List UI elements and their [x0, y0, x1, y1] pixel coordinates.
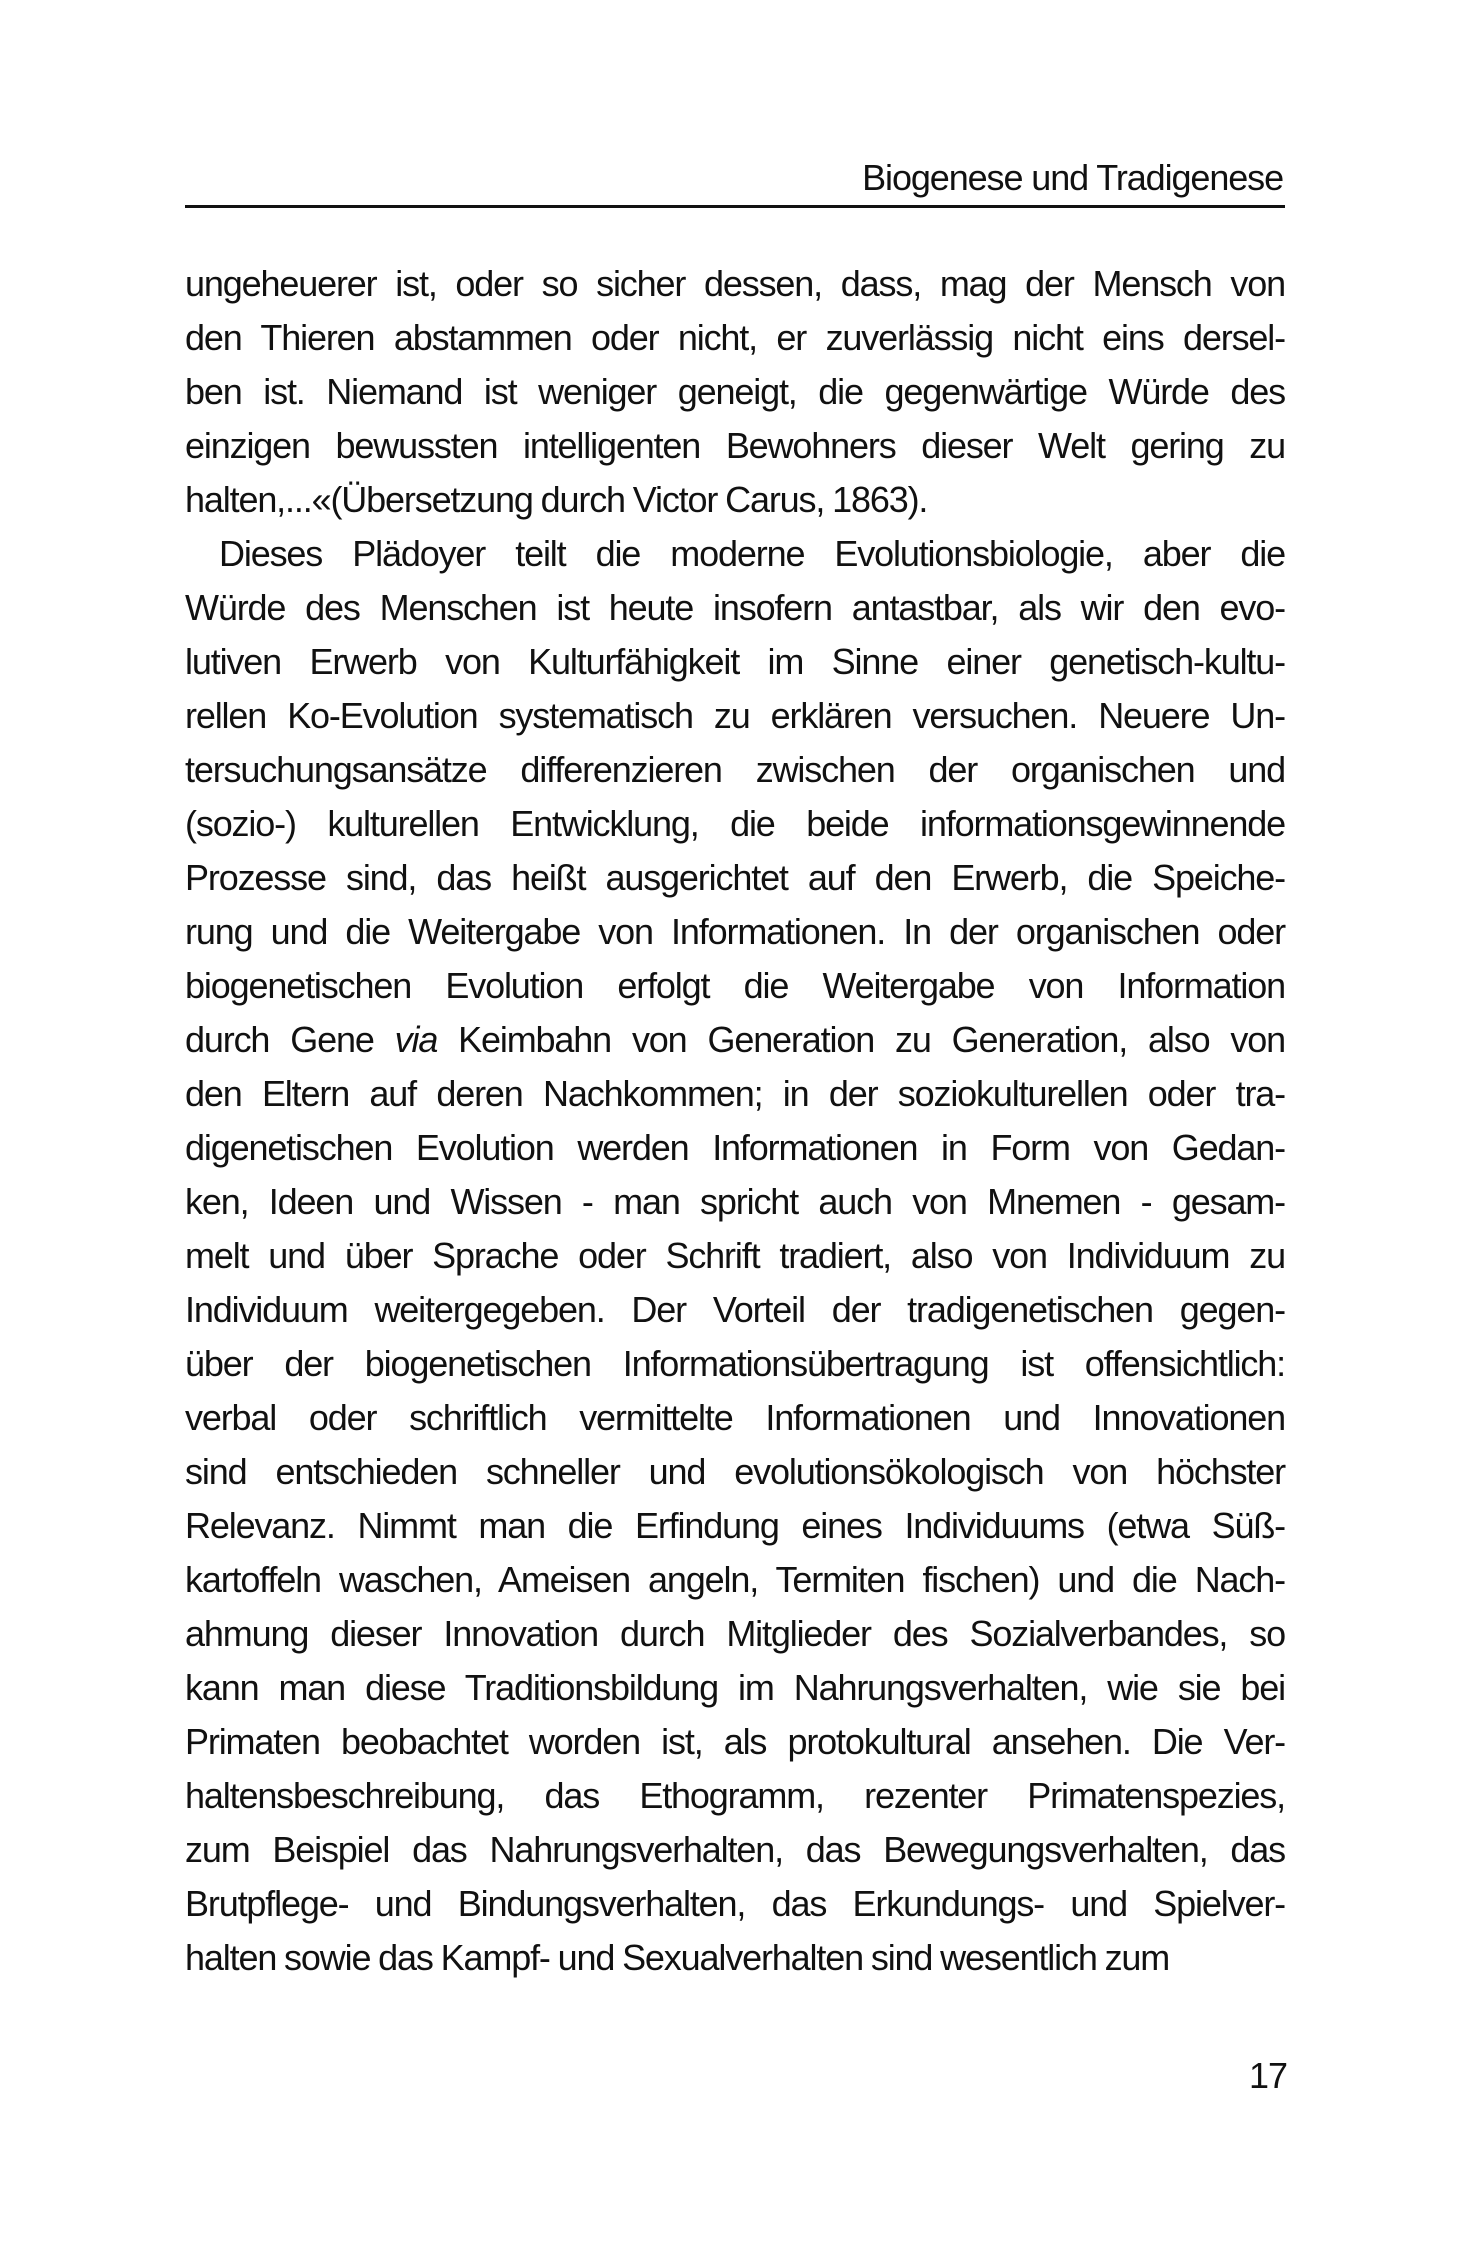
text-line: lutiven Erwerb von Kulturfähigkeit im Sinne einer genetisch-kultu-	[185, 641, 1285, 682]
text-line: rellen Ko-Evolution systematisch zu erklären versuchen. Neuere Un-	[185, 695, 1285, 736]
text-line: Individuum weitergegeben. Der Vorteil der tradigenetischen gegen-	[185, 1289, 1285, 1330]
text-line: ken, Ideen und Wissen - man spricht auch von Mnemen - gesam-	[185, 1181, 1285, 1222]
text-line: halten,...«(Übersetzung durch Victor Carus, 1863).	[185, 479, 928, 520]
text-line: sind entschieden schneller und evolutionsökologisch von höchster	[185, 1451, 1285, 1492]
text-line: Relevanz. Nimmt man die Erfindung eines Individuums (etwa Süß-	[185, 1505, 1285, 1546]
text-line: ben ist. Niemand ist weniger geneigt, die gegenwärtige Würde des	[185, 371, 1285, 412]
text-line: Brutpflege- und Bindungsverhalten, das Erkundungs- und Spielver-	[185, 1883, 1285, 1924]
italic-term-via: via	[394, 1019, 438, 1060]
running-header	[185, 150, 1285, 208]
text-line: den Eltern auf deren Nachkommen; in der soziokulturellen oder tra-	[185, 1073, 1285, 1114]
text-fragment: durch Gene	[185, 1019, 395, 1060]
running-title: Biogenese und Tradigenese	[862, 157, 1283, 198]
text-line: Würde des Menschen ist heute insofern antastbar, als wir den evo-	[185, 587, 1285, 628]
paragraph-quote-ending	[185, 257, 1285, 527]
text-line: den Thieren abstammen oder nicht, er zuverlässig nicht eins dersel-	[185, 317, 1285, 358]
text-line-with-italic	[185, 1013, 1285, 1067]
text-line: verbal oder schriftlich vermittelte Informationen und Innovationen	[185, 1397, 1285, 1438]
text-line: haltensbeschreibung, das Ethogramm, rezenter Primatenspezies,	[185, 1775, 1285, 1816]
text-line: (sozio-) kulturellen Entwicklung, die beide informationsgewinnende	[185, 803, 1285, 844]
text-line: ungeheuerer ist, oder so sicher dessen, dass, mag der Mensch von	[185, 263, 1285, 304]
text-line: kann man diese Traditionsbildung im Nahrungsverhalten, wie sie bei	[185, 1667, 1285, 1708]
text-line: Primaten beobachtet worden ist, als protokultural ansehen. Die Ver-	[185, 1721, 1285, 1762]
text-line: zum Beispiel das Nahrungsverhalten, das Bewegungsverhalten, das	[185, 1829, 1285, 1870]
text-fragment: Keimbahn von Generation zu Generation, also von	[437, 1019, 1285, 1060]
text-line: halten sowie das Kampf- und Sexualverhalten sind wesentlich zum	[185, 1937, 1170, 1978]
text-line: digenetischen Evolution werden Informationen in Form von Gedan-	[185, 1127, 1285, 1168]
text-line: Dieses Plädoyer teilt die moderne Evolutionsbiologie, aber die	[219, 533, 1285, 574]
text-line: biogenetischen Evolution erfolgt die Weitergabe von Information	[185, 965, 1285, 1006]
body-text	[185, 257, 1285, 1985]
text-line: melt und über Sprache oder Schrift tradiert, also von Individuum zu	[185, 1235, 1285, 1276]
text-line: tersuchungsansätze differenzieren zwischen der organischen und	[185, 749, 1285, 790]
text-line: rung und die Weitergabe von Informationen. In der organischen oder	[185, 911, 1285, 952]
paragraph-evolution	[185, 527, 1285, 1985]
text-line: über der biogenetischen Informationsübertragung ist offensichtlich:	[185, 1343, 1285, 1384]
page-number: 17	[1248, 2055, 1287, 2096]
text-line: kartoffeln waschen, Ameisen angeln, Termiten fischen) und die Nach-	[185, 1559, 1285, 1600]
text-line: einzigen bewussten intelligenten Bewohners dieser Welt gering zu	[185, 425, 1285, 466]
text-line: Prozesse sind, das heißt ausgerichtet auf den Erwerb, die Speiche-	[185, 857, 1285, 898]
text-line: ahmung dieser Innovation durch Mitglieder des Sozialverbandes, so	[185, 1613, 1285, 1654]
